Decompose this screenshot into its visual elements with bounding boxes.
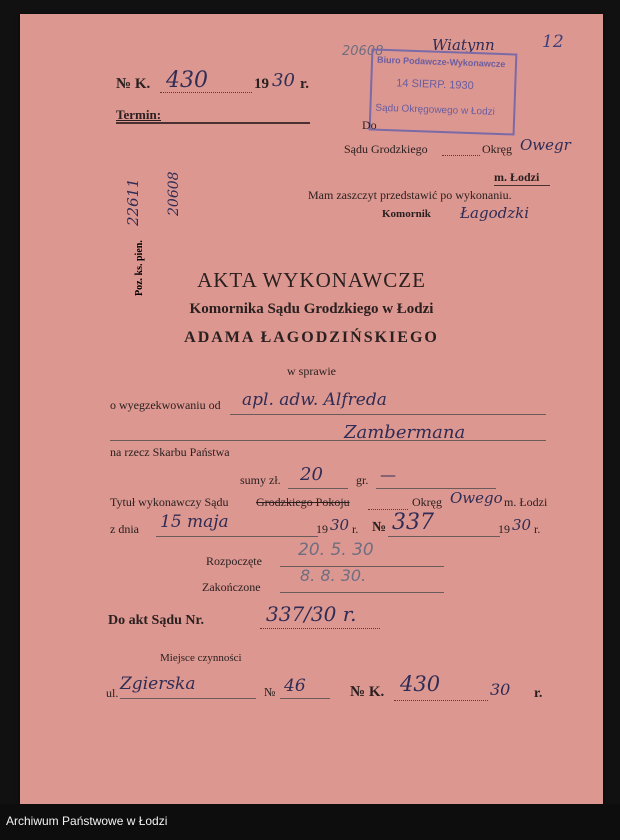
house-number-rule	[280, 698, 330, 699]
house-number-handwritten: 46	[284, 676, 306, 696]
zakonczone-label: Zakończone	[202, 580, 261, 594]
street-handwritten: Zgierska	[120, 674, 196, 694]
side-handwritten-1: 22611	[124, 178, 142, 226]
year3-prefix: 19	[498, 522, 510, 536]
pencil-reference: 20608	[342, 44, 384, 59]
stamp-date: 14 SIERP. 1930	[396, 77, 474, 93]
street-rule	[120, 698, 256, 699]
do-akt-handwritten: 337/30 r.	[266, 602, 357, 626]
year3-suffix: r.	[534, 522, 541, 536]
number-rule	[388, 536, 500, 537]
city2-label: m. Łodzi	[504, 495, 548, 509]
side-handwritten-2: 20608	[166, 171, 182, 216]
tytul-struck: Grodzkiego Pokoju	[256, 495, 350, 509]
case-number-prefix: № K.	[116, 76, 151, 92]
debtor-line-2: Zambermana	[344, 422, 466, 443]
debtor-line-1: apl. adw. Alfreda	[242, 390, 387, 410]
house-number-label: №	[264, 685, 276, 699]
number-handwritten: 337	[392, 510, 434, 535]
z-dnia-rule	[156, 536, 318, 537]
mam-zaszczyt-text: Mam zaszczyt przedstawić po wykonaniu.	[308, 188, 512, 202]
sumy-label: sumy zł.	[240, 473, 281, 487]
footer-bar	[0, 804, 620, 840]
tytul-label: Tytuł wykonawczy Sądu	[110, 495, 229, 509]
city-underline	[494, 185, 550, 186]
case-number-handwritten: 430	[166, 68, 208, 93]
termin-line	[116, 122, 310, 124]
city-label: m. Łodzi	[494, 170, 540, 184]
z-dnia-handwritten: 15 maja	[160, 512, 229, 532]
okreg-label: Okręg	[482, 142, 512, 156]
document-subtitle: Komornika Sądu Grodzkiego w Łodzi	[189, 301, 434, 317]
zakonczone-rule	[280, 592, 444, 593]
bailiff-name: ADAMA ŁAGODZIŃSKIEGO	[184, 329, 439, 346]
k-label: № K.	[350, 684, 385, 700]
rozpoczete-label: Rozpoczęte	[206, 554, 262, 568]
sumy-rule	[288, 488, 348, 489]
k-dots	[394, 700, 488, 701]
year-suffix: r.	[300, 76, 310, 92]
document-sheet	[20, 14, 603, 804]
office-stamp	[369, 48, 518, 135]
gr-label: gr.	[356, 473, 369, 487]
number-label: №	[372, 520, 387, 535]
archive-number: 12	[542, 32, 564, 52]
okreg2-label: Okręg	[412, 495, 442, 509]
okreg-handwritten: Owegr	[520, 136, 571, 154]
case-number-line	[160, 92, 252, 93]
w-sprawie: w sprawie	[287, 364, 336, 378]
year-prefix: 19	[254, 76, 269, 92]
do-akt-label: Do akt Sądu Nr.	[108, 613, 204, 628]
termin-label: Termin:	[116, 107, 162, 122]
k-year-handwritten: 30	[490, 680, 511, 699]
year2-suffix: r.	[352, 522, 359, 536]
komornik-signature: Łagodzki	[460, 204, 530, 222]
footer-text: Archiwum Państwowe w Łodzi	[6, 814, 168, 828]
debtor-line-1-rule	[230, 414, 546, 415]
ink-annotation: Wiatynn	[432, 36, 495, 54]
z-dnia-label: z dnia	[110, 522, 139, 536]
do-akt-dots	[260, 628, 380, 629]
gr-handwritten: —	[380, 465, 396, 484]
zakonczone-handwritten: 8. 8. 30.	[300, 566, 367, 585]
rozpoczete-handwritten: 20. 5. 30	[298, 540, 374, 560]
stamp-line-1: Biuro Podawcze-Wykonawcze	[376, 54, 506, 70]
stamp-line-3: Sądu Okręgowego w Łodzi	[375, 102, 496, 118]
miejsce-label: Miejsce czynności	[160, 652, 242, 664]
k-year-suffix: r.	[534, 686, 543, 701]
court-label: Sądu Grodzkiego	[344, 142, 428, 156]
year-handwritten: 30	[272, 70, 295, 91]
sumy-handwritten: 20	[300, 464, 323, 485]
na-rzecz-label: na rzecz Skarbu Państwa	[110, 445, 230, 459]
document-title: AKTA WYKONAWCZE	[197, 268, 426, 292]
wyegzekwowaniu-label: o wyegzekwowaniu od	[110, 398, 221, 412]
ul-label: ul.	[106, 686, 119, 700]
court-dots	[442, 155, 480, 156]
year2-prefix: 19	[316, 522, 328, 536]
year2-handwritten: 30	[330, 516, 350, 534]
do-label: Do	[362, 118, 377, 132]
okreg2-handwritten: Owego	[450, 489, 503, 507]
debtor-line-2-rule	[110, 440, 546, 441]
side-label: Poz. ks. pien.	[134, 240, 145, 296]
komornik-label: Komornik	[382, 208, 431, 220]
year3-handwritten: 30	[512, 516, 532, 534]
k-handwritten: 430	[400, 672, 441, 696]
